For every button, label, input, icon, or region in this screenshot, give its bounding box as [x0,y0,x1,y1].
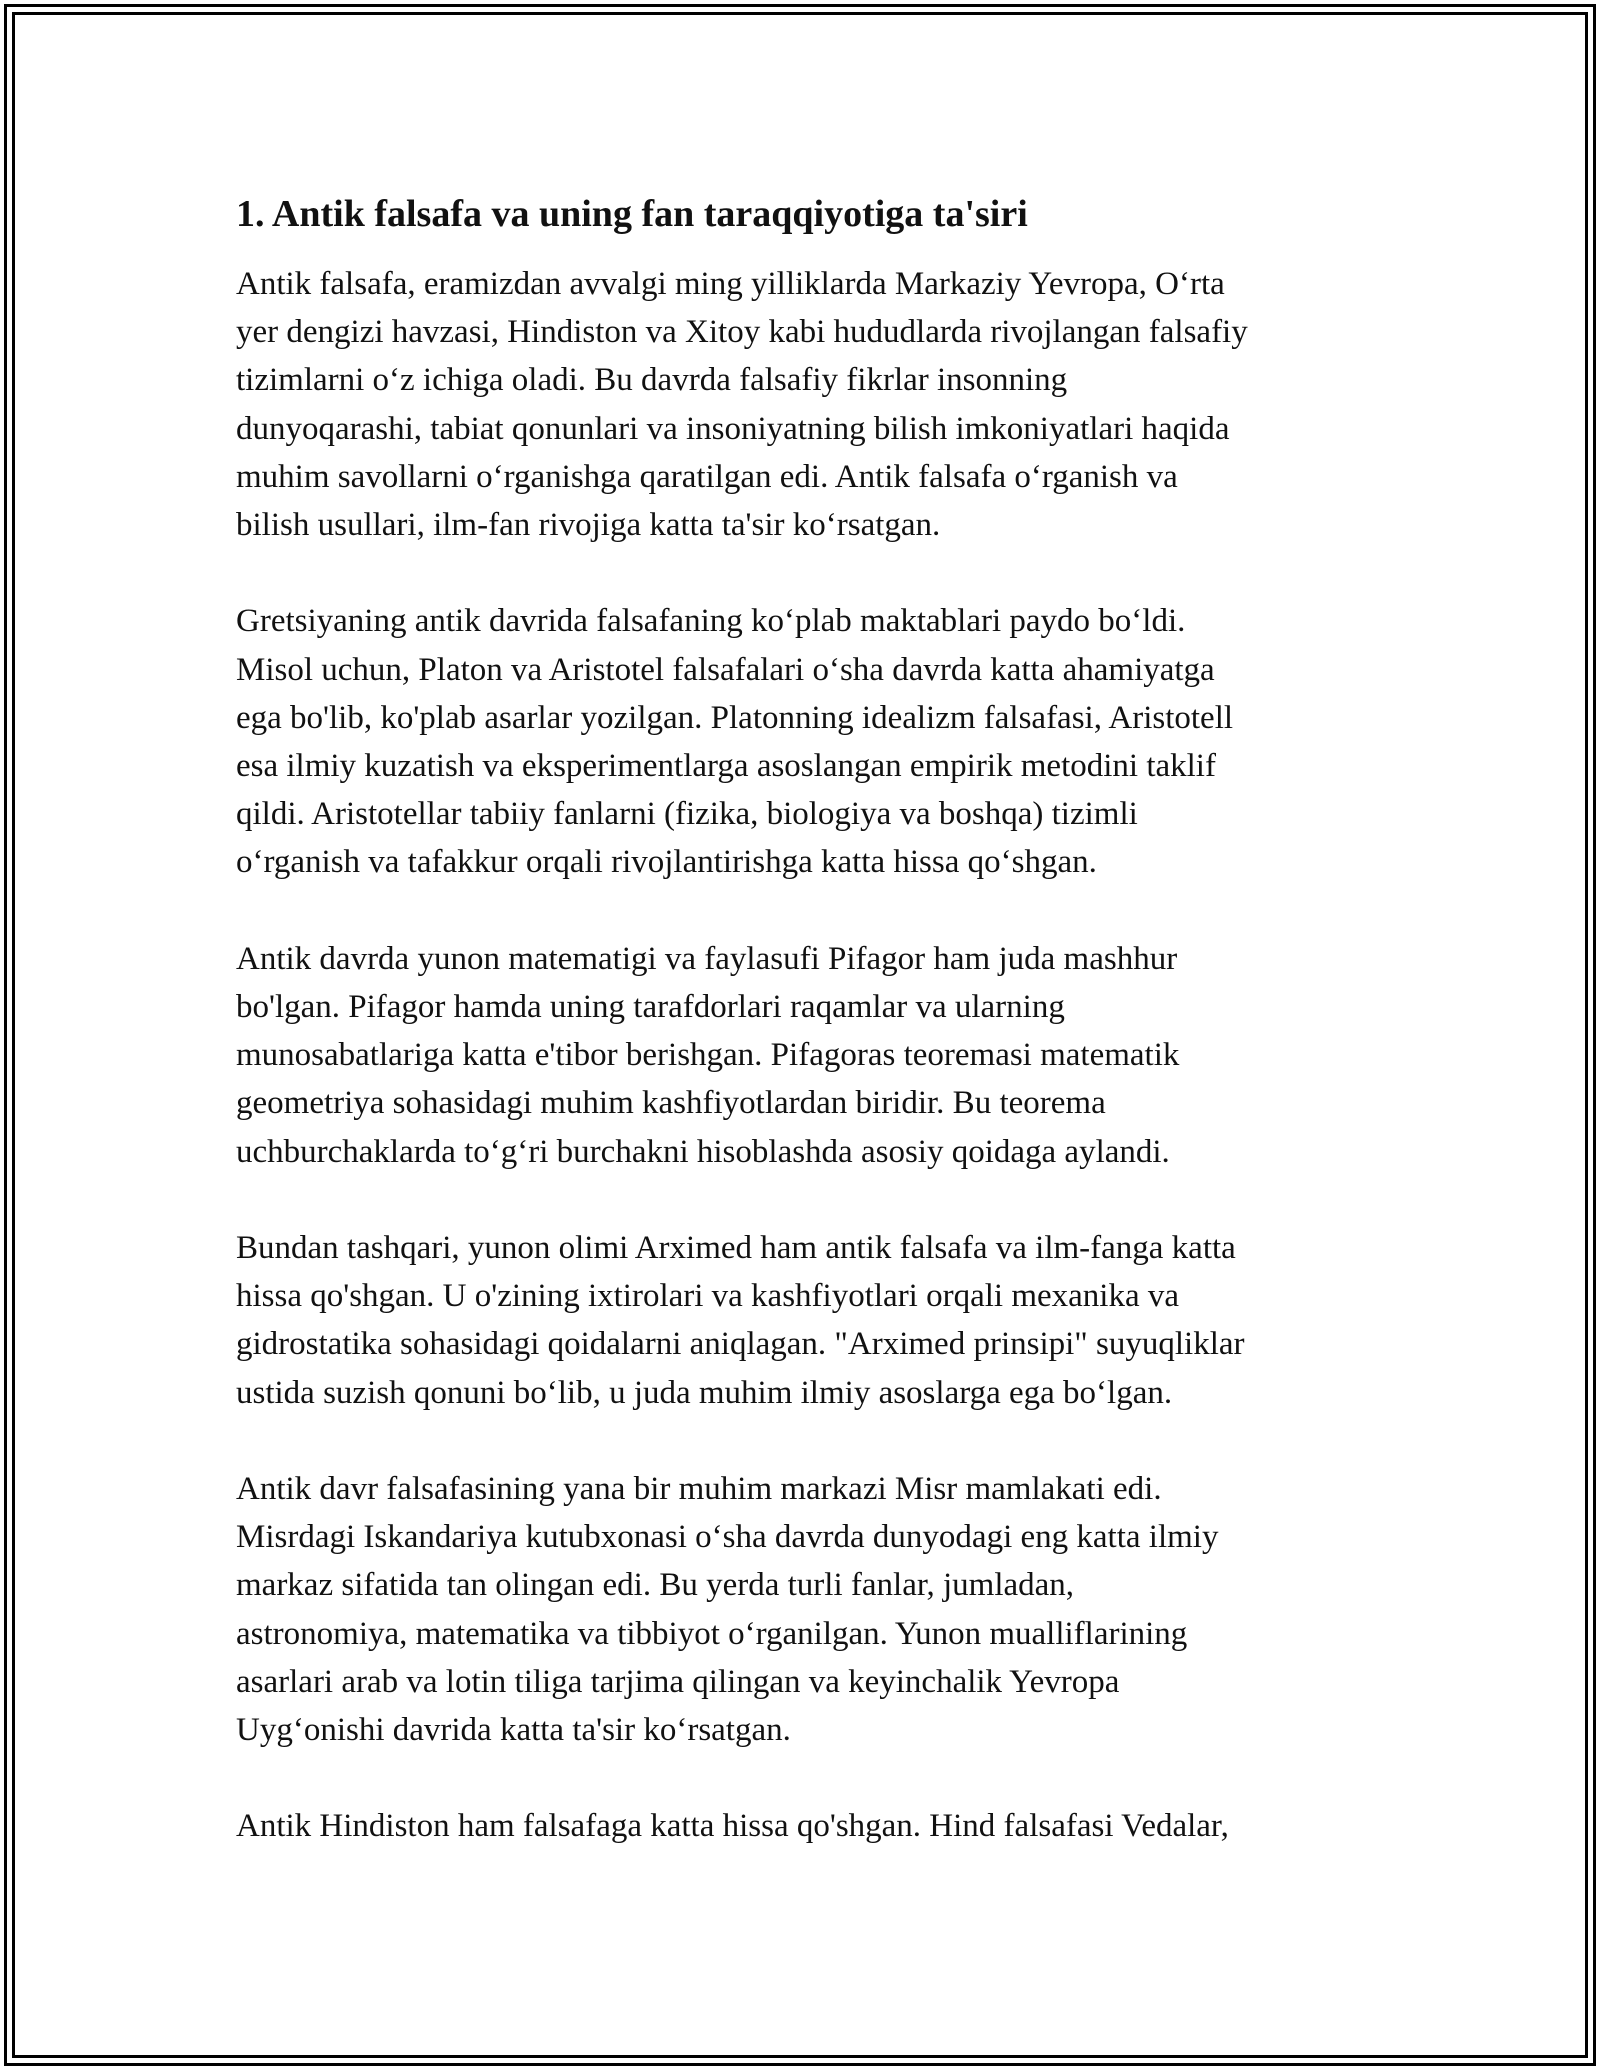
paragraph-egypt: Antik davr falsafasining yana bir muhim markazi Misr mamlakati edi. Misrdagi Iskandariya kutubxonasi o‘sha davrda dunyodagi eng katta ilmiy markaz sifatida tan olingan edi. Bu yerda turli fanlar, jumladan, astronomiya, matematika va tibbiyot o‘rganilgan. Yunon mualliflarining asarlari arab va lotin tiliga tarjima qilingan va keyinchalik Yevropa Uyg‘onishi davrida katta ta'sir ko‘rsatgan. [236,1471,1219,1749]
document-body [236,190,1366,1899]
document-title: 1. Antik falsafa va uning fan taraqqiyotiga ta'siri [236,193,1028,235]
paragraph-archimedes: Bundan tashqari, yunon olimi Arximed ham antik falsafa va ilm-fanga katta hissa qo'shgan. U o'zining ixtirolari va kashfiyotlari orqali mexanika va gidrostatika sohasidagi qoidalarni aniqlagan. "Arximed prinsipi" suyuqliklar ustida suzish qonuni bo‘lib, u juda muhim ilmiy asoslarga ega bo‘lgan. [236,1230,1245,1411]
paragraph-pythagoras: Antik davrda yunon matematigi va faylasufi Pifagor ham juda mashhur bo'lgan. Pifagor hamda uning tarafdorlari raqamlar va ularning munosabatlariga katta e'tibor berishgan. Pifagoras teoremasi matematik geometriya sohasidagi muhim kashfiyotlardan biridir. Bu teorema uchburchaklarda to‘g‘ri burchakni hisoblashda asosiy qoidaga aylandi. [236,940,1180,1170]
paragraph-intro: Antik falsafa, eramizdan avvalgi ming yilliklarda Markaziy Yevropa, O‘rta yer dengizi havzasi, Hindiston va Xitoy kabi hududlarda rivojlangan falsafiy tizimlarni o‘z ichiga oladi. Bu davrda falsafiy fikrlar insonning dunyoqarashi, tabiat qonunlari va insoniyatning bilish imkoniyatlari haqida muhim savollarni o‘rganishga qaratilgan edi. Antik falsafa o‘rganish va bilish usullari, ilm-fan rivojiga katta ta'sir ko‘rsatgan. [236,266,1248,544]
paragraph-greece: Gretsiyaning antik davrida falsafaning ko‘plab maktablari paydo bo‘ldi. Misol uchun, Platon va Aristotel falsafalari o‘sha davrda katta ahamiyatga ega bo'lib, ko'plab asarlar yozilgan. Platonning idealizm falsafasi, Aristotell esa ilmiy kuzatish va eksperimentlarga asoslangan empirik metodini taklif qildi. Aristotellar tabiiy fanlarni (fizika, biologiya va boshqa) tizimli o‘rganish va tafakkur orqali rivojlantirishga katta hissa qo‘shgan. [236,603,1234,881]
paragraph-india: Antik Hindiston ham falsafaga katta hissa qo'shgan. Hind falsafasi Vedalar, [236,1808,1229,1845]
